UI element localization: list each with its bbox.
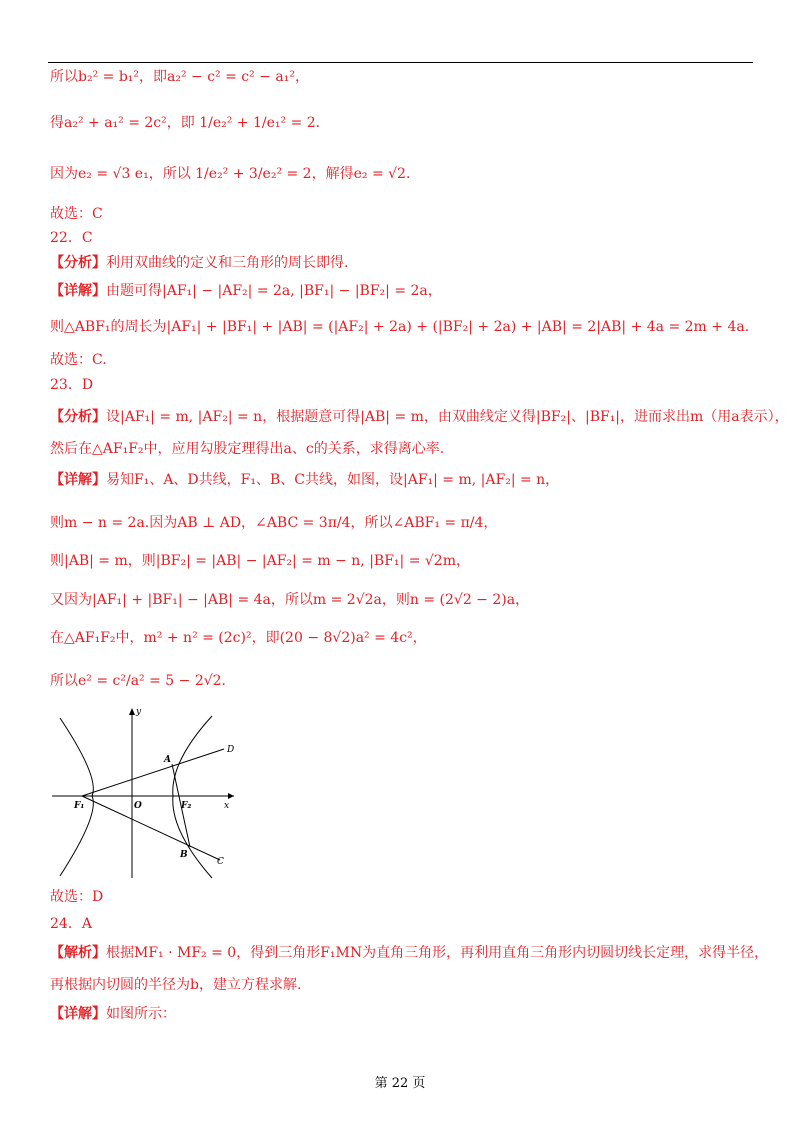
- text-line: 又因为|AF₁| + |BF₁| − |AB| = 4a，所以m = 2√2a，则n = (2√2 − 2)a，: [50, 592, 530, 608]
- text-line: 再根据内切圆的半径为b，建立方程求解.: [50, 977, 302, 993]
- text-line: 故选：C: [50, 206, 103, 222]
- label-y: y: [136, 707, 142, 717]
- text-line: [50, 942, 768, 962]
- text-line: 故选：D: [50, 889, 104, 905]
- y-arrow-icon: [129, 708, 135, 715]
- text-line: 所以e² = c²/a² = 5 − 2√2．: [50, 673, 236, 689]
- x-arrow-icon: [228, 793, 234, 799]
- label-F1: F₁: [74, 801, 85, 811]
- text-line: 则m − n = 2a.因为AB ⊥ AD，∠ABC = 3π/4，所以∠ABF₁ = π/4，: [50, 515, 498, 531]
- text-line: [50, 469, 559, 489]
- detail-tag: 【详解】: [50, 283, 106, 299]
- analysis-tag: 【分析】: [50, 409, 106, 425]
- text-line: [50, 406, 789, 426]
- analysis-text: 根据MF₁ · MF₂ = 0，得到三角形F₁MN为直角三角形，再利用直角三角形内切圆切线长定理，求得半径，: [106, 945, 769, 961]
- text-line: 则|AB| = m，则|BF₂| = |AB| − |AF₂| = m − n, |BF₁| = √2m，: [50, 553, 470, 569]
- label-x: x: [224, 801, 230, 811]
- label-B: B: [180, 850, 188, 860]
- question-number: 23．D: [50, 377, 94, 393]
- label-A: A: [164, 755, 171, 765]
- analysis-tag: 【分析】: [50, 255, 106, 271]
- text-line: [50, 280, 442, 300]
- label-D: D: [227, 745, 235, 755]
- question-number: 22．C: [50, 230, 93, 246]
- text-line: 因为e₂ = √3 e₁，所以 1/e₂² + 3/e₂² = 2，解得e₂ = √2．: [50, 166, 420, 182]
- hyperbola-figure: [52, 702, 242, 880]
- question-number: 24．A: [50, 916, 92, 932]
- detail-text: 易知F₁、A、D共线，F₁、B、C共线，如图，设|AF₁| = m, |AF₂| = n，: [106, 472, 560, 488]
- detail-text: 如图所示：: [106, 1006, 176, 1022]
- detail-tag: 【详解】: [50, 472, 106, 488]
- header-rule: [48, 62, 753, 63]
- analysis-tag: 【解析】: [50, 945, 106, 961]
- analysis-text: 利用双曲线的定义和三角形的周长即得.: [106, 255, 349, 271]
- text-line: 所以b₂² = b₁²，即a₂² − c² = c² − a₁²，: [50, 69, 309, 85]
- label-C: C: [217, 857, 224, 867]
- text-line: 则△ABF₁的周长为|AF₁| + |BF₁| + |AB| = (|AF₂| + 2a) + (|BF₂| + 2a) + |AB| = 2|AB| + 4a = 2m + 4a.: [50, 319, 750, 335]
- text-line: [50, 1003, 176, 1023]
- text-line: 然后在△AF₁F₂中，应用勾股定理得出a、c的关系，求得离心率.: [50, 441, 445, 457]
- label-F2: F₂: [181, 801, 192, 811]
- line-F1C: [82, 796, 220, 860]
- text-line: 故选：C.: [50, 352, 107, 368]
- text-line: [50, 252, 348, 272]
- text-line: 得a₂² + a₁² = 2c²，即 1/e₂² + 1/e₁² = 2．: [50, 115, 330, 131]
- detail-tag: 【详解】: [50, 1006, 106, 1022]
- detail-text: 由题可得|AF₁| − |AF₂| = 2a, |BF₁| − |BF₂| = 2a，: [106, 283, 442, 299]
- page-number: 第 22 页: [374, 1076, 426, 1091]
- hyperbola-left-branch: [60, 718, 93, 876]
- analysis-text: 设|AF₁| = m, |AF₂| = n，根据题意可得|AB| = m，由双曲线定义得|BF₂|、|BF₁|，进而求出m（用a表示），: [106, 409, 789, 425]
- label-O: O: [134, 801, 142, 811]
- text-line: 在△AF₁F₂中，m² + n² = (2c)²，即(20 − 8√2)a² = 4c²，: [50, 630, 427, 646]
- line-F1D: [82, 749, 224, 796]
